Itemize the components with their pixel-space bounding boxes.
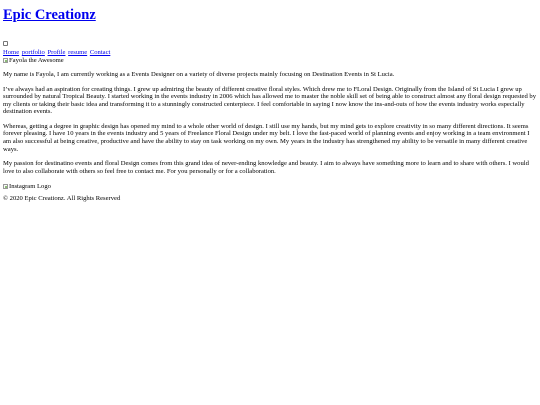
nav-link-resume[interactable]: resume	[68, 49, 88, 57]
site-footer	[3, 195, 537, 203]
bio-paragraph-experience: Whereas, getting a degree in graphic design has opened my mind to a whole other world of design. I still use my hands, but my mind gets to explore creativity in so many different directions. It seems forever pleasing. I have 10 years in the events industry and 5 years of Freelance Floral Design under my belt. I love the fast-paced world of planning events and enjoy working in a team environment I am also successful at being creative, productive and have the ability to stay on task working on my own. My years in the industry has strengthened my ability to be versatile in many different creative ways.	[3, 122, 530, 153]
nav-link-contact[interactable]: Contact	[89, 49, 111, 57]
bio-paragraph-intro: My name is Fayola, I am currently working as a Events Designer on a variety of diverse projects mainly focusing on Destination Events in St Lucia.	[3, 70, 395, 78]
main-nav	[3, 49, 537, 57]
menu-toggle-checkbox[interactable]	[3, 41, 8, 46]
profile-image	[3, 57, 537, 65]
nav-link-home[interactable]: Home	[3, 49, 20, 57]
broken-image-icon	[3, 58, 8, 63]
bio-paragraph-passion: My passion for destinatino events and floral Design comes from this grand idea of never-ending knowledge and beauty. I aim to always have something more to learn and to share with others. I would love to also collaborate with others so feel free to contact me. For you personally or for a collaboration.	[3, 160, 529, 175]
nav-link-profile[interactable]: Profile	[47, 49, 66, 57]
instagram-link[interactable]	[3, 182, 537, 190]
site-title	[3, 7, 537, 24]
site-title-link[interactable]: Epic Creationz	[3, 7, 96, 23]
bio-paragraph-background: I’ve always had an aspiration for creating things. I grew up admiring the beauty of different creative floral styles. Which drew me to FLoral Design. Originally from the Island of St Lucia I grew up surrounded by natural Tropical Beauty. I started working in the events industry in 2006 which has allowed me to master the noble skill set of being able to construct almost any floral design requested by my clients or taking their basic idea and transforming it to a stunningly constructed centerpiece. I feel comfortable in saying I now know the ins-and-outs of how the events industry works especially destination events.	[3, 85, 537, 116]
site-header	[3, 7, 537, 24]
nav-link-portfolio[interactable]: portfolio	[21, 49, 45, 57]
broken-image-icon	[3, 184, 8, 189]
menu-toggle	[3, 41, 537, 47]
profile-image-alt: Fayola the Awesome	[9, 57, 64, 65]
instagram-logo-alt: Instagram Logo	[9, 182, 51, 190]
copyright-text: © 2020 Epic Creationz. All Rights Reserved	[3, 195, 121, 203]
